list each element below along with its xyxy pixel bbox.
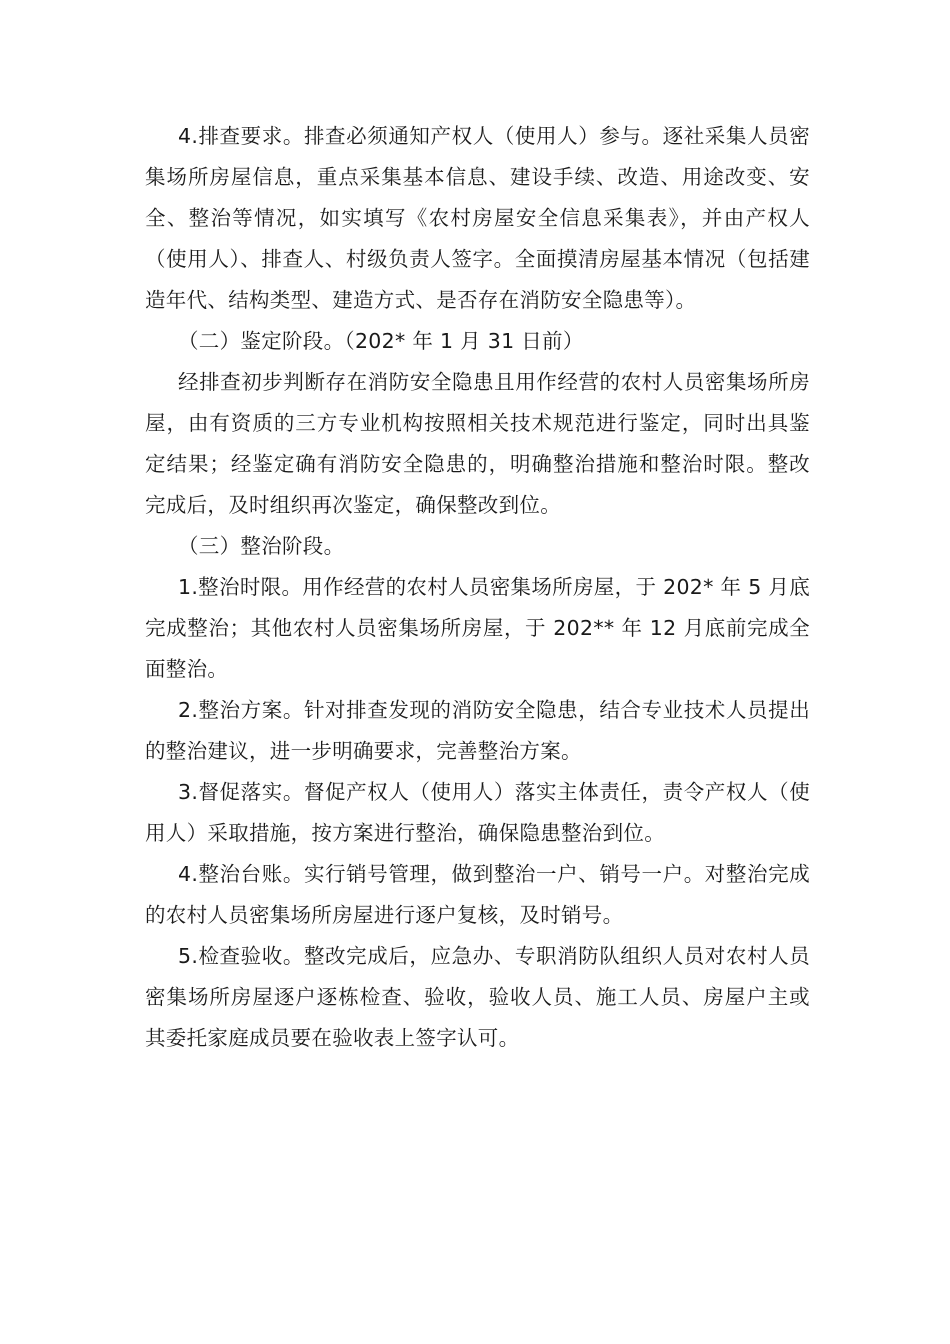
paragraph-appraisal-details: 经排查初步判断存在消防安全隐患且用作经营的农村人员密集场所房屋，由有资质的三方专业机构按照相关技术规范进行鉴定，同时出具鉴定结果；经鉴定确有消防安全隐患的，明确整治措施和整治时限。整改完成后，及时组织再次鉴定，确保整改到位。 <box>145 370 810 517</box>
paragraph-investigation-requirements: 4.排查要求。排查必须通知产权人（使用人）参与。逐社采集人员密集场所房屋信息，重点采集基本信息、建设手续、改造、用途改变、安全、整治等情况，如实填写《农村房屋安全信息采集表》，并由产权人（使用人）、排查人、村级负责人签字。全面摸清房屋基本情况（包括建造年代、结构类型、建造方式、是否存在消防安全隐患等）。 <box>145 124 810 312</box>
paragraph-supervision: 3.督促落实。督促产权人（使用人）落实主体责任，责令产权人（使用人）采取措施，按方案进行整治，确保隐患整治到位。 <box>145 780 810 845</box>
heading-appraisal-stage: （二）鉴定阶段。（202* 年 1 月 31 日前） <box>178 329 584 353</box>
paragraph-inspection-acceptance: 5.检查验收。整改完成后，应急办、专职消防队组织人员对农村人员密集场所房屋逐户逐栋检查、验收，验收人员、施工人员、房屋户主或其委托家庭成员要在验收表上签字认可。 <box>145 944 810 1050</box>
paragraph-rectification-ledger: 4.整治台账。实行销号管理，做到整治一户、销号一户。对整治完成的农村人员密集场所房屋进行逐户复核，及时销号。 <box>145 862 810 927</box>
paragraph-rectification-plan: 2.整治方案。针对排查发现的消防安全隐患，结合专业技术人员提出的整治建议，进一步明确要求，完善整治方案。 <box>145 698 810 763</box>
paragraph-rectification-deadline: 1.整治时限。用作经营的农村人员密集场所房屋，于 202* 年 5 月底完成整治；其他农村人员密集场所房屋，于 202** 年 12 月底前完成全面整治。 <box>145 575 810 681</box>
document-body <box>145 116 810 1059</box>
heading-rectification-stage: （三）整治阶段。 <box>178 534 345 558</box>
